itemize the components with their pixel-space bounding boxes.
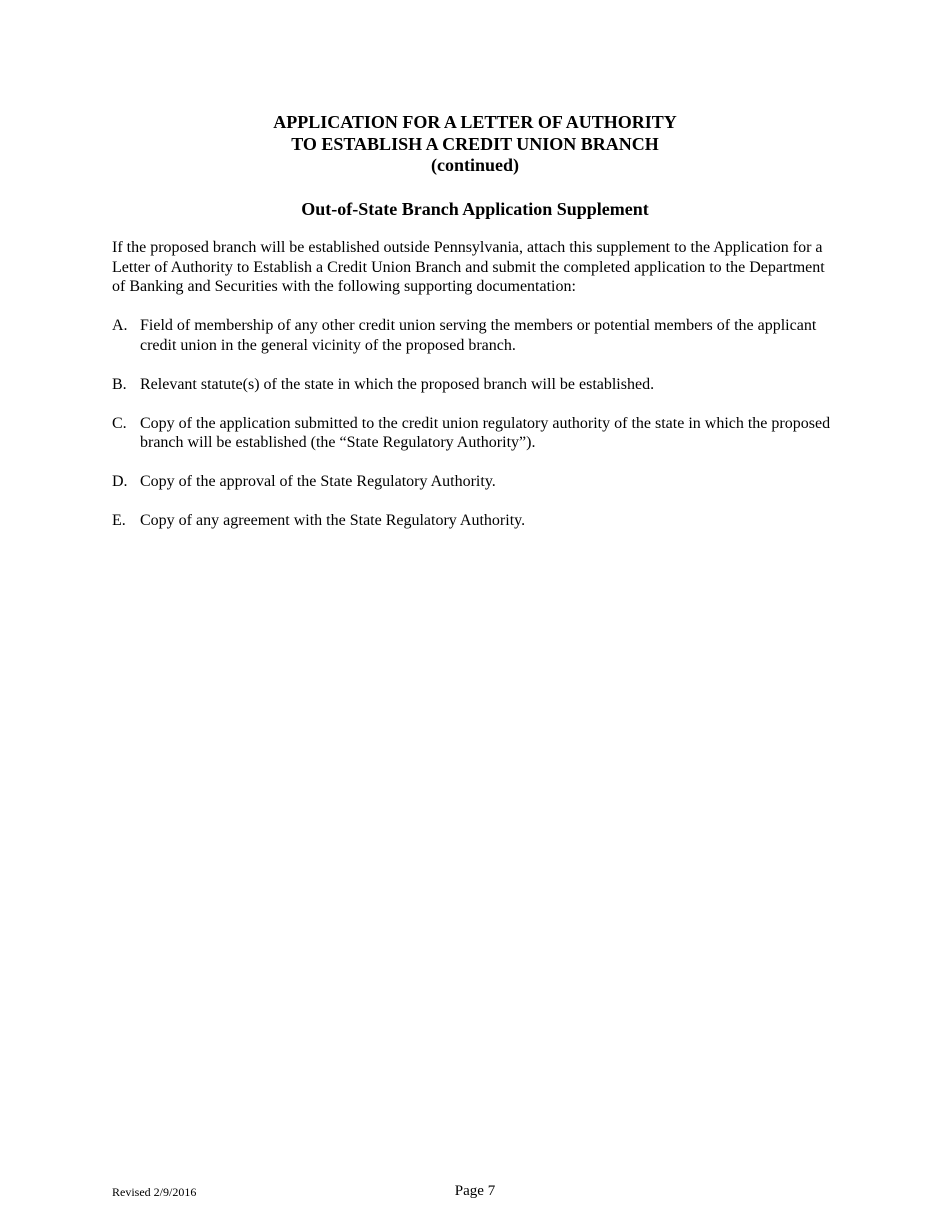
list-item-text: Copy of the approval of the State Regulatory Authority.: [140, 473, 496, 490]
list-item-text: Relevant statute(s) of the state in which the proposed branch will be established.: [140, 375, 655, 393]
revision-date: Revised 2/9/2016: [112, 1185, 197, 1199]
list-item-text: Copy of any agreement with the State Regulatory Authority.: [140, 512, 526, 529]
title-line-3: (continued): [430, 155, 519, 175]
intro-paragraph: If the proposed branch will be established outside Pennsylvania, attach this supplement to the Application for a Letter of Authority to Establish a Credit Union Branch and submit the completed application to the Department of Banking and Securities with the following supporting documentation:: [112, 239, 825, 295]
section-heading: Out-of-State Branch Application Supplement: [301, 199, 649, 219]
page-title: [0, 112, 950, 177]
title-line-2: TO ESTABLISH A CREDIT UNION BRANCH: [291, 133, 659, 154]
documentation-list: [112, 316, 842, 550]
list-item-e: [112, 511, 842, 531]
list-marker: C.: [112, 414, 127, 432]
title-line-1: APPLICATION FOR A LETTER OF AUTHORITY: [273, 112, 677, 132]
list-item-c: [112, 414, 842, 453]
list-marker: E.: [112, 512, 126, 529]
list-marker: B.: [112, 375, 127, 393]
list-item-text: Copy of the application submitted to the credit union regulatory authority of the state in which the proposed branch will be established (the “State Regulatory Authority”).: [140, 414, 831, 451]
list-marker: D.: [112, 473, 128, 490]
list-marker: A.: [112, 317, 128, 334]
list-item-b: [112, 375, 842, 395]
list-item-a: [112, 316, 842, 355]
list-item-text: Field of membership of any other credit union serving the members or potential members of the applicant credit union in the general vicinity of the proposed branch.: [140, 317, 817, 354]
page-number: Page 7: [454, 1183, 496, 1199]
list-item-d: [112, 472, 842, 492]
